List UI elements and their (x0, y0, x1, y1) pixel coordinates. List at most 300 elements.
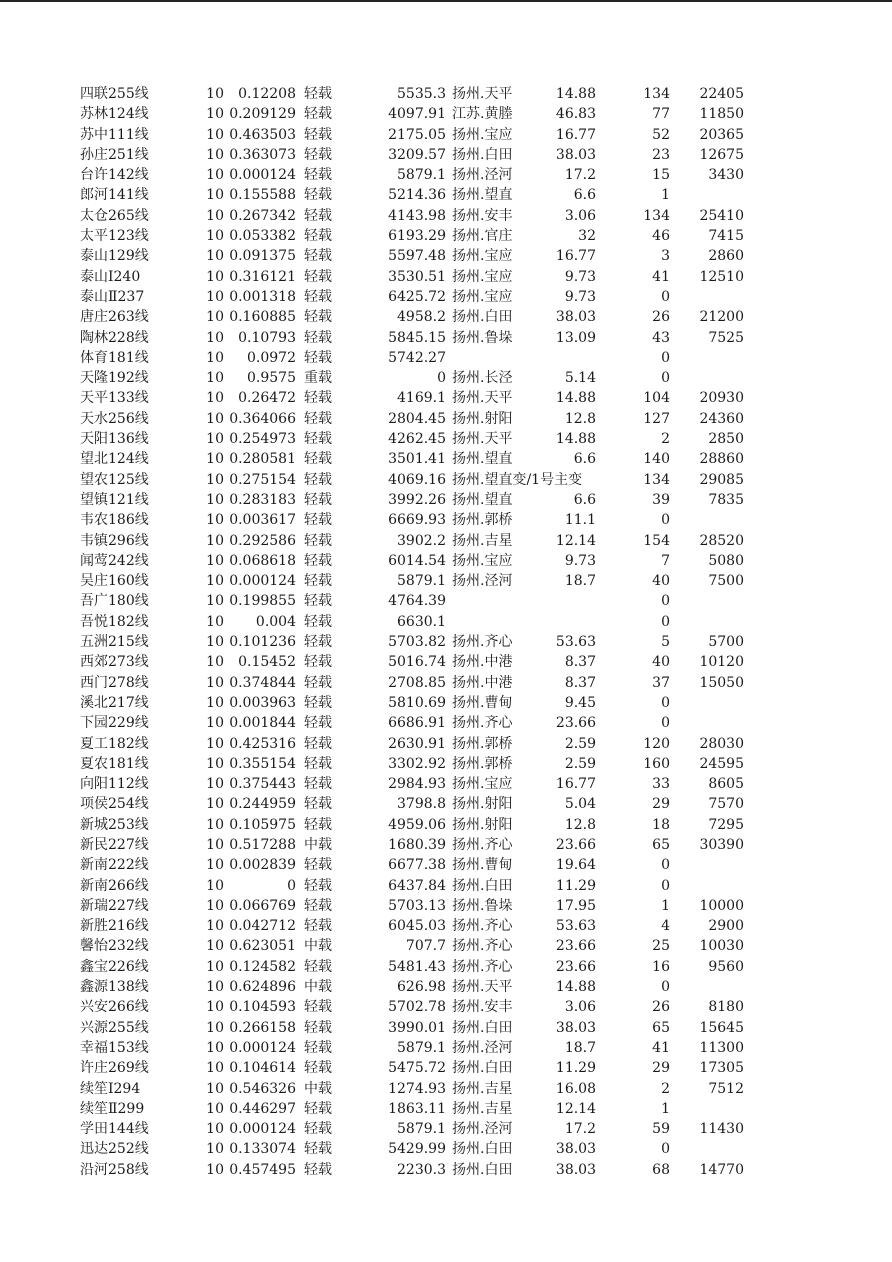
voltage-cell: 10 (206, 126, 224, 143)
line-length-cell: 6.6 (573, 491, 596, 508)
line-name-cell: 向阳112线 (80, 776, 149, 793)
line-length-cell: 13.09 (555, 329, 596, 346)
transformer-capacity-cell: 9560 (708, 958, 744, 975)
line-length-cell: 9.73 (564, 268, 596, 285)
load-rate-cell: 0.209129 (229, 106, 296, 123)
substation-cell: 扬州.白田 (452, 309, 513, 326)
transformer-capacity-cell: 10030 (699, 938, 744, 955)
line-length-cell: 2.59 (564, 755, 596, 772)
capacity-margin-cell: 4262.45 (388, 431, 446, 448)
substation-cell: 扬州.宝应 (452, 248, 513, 265)
substation-cell: 扬州.宝应 (452, 552, 513, 569)
load-rate-cell: 0.254973 (229, 431, 296, 448)
transformer-count-cell: 4 (661, 918, 670, 935)
voltage-cell: 10 (206, 288, 224, 305)
substation-cell: 扬州.齐心 (452, 958, 513, 975)
substation-cell: 扬州.齐心 (452, 634, 513, 651)
load-rate-cell: 0.004 (255, 613, 296, 630)
capacity-margin-cell: 5879.1 (397, 167, 446, 184)
substation-cell: 扬州.白田 (452, 1161, 513, 1178)
load-status-cell: 轻载 (304, 1141, 332, 1158)
load-rate-cell: 0.283183 (229, 491, 296, 508)
table-row (0, 693, 892, 713)
voltage-cell: 10 (206, 634, 224, 651)
line-name-cell: 新瑞227线 (80, 897, 149, 914)
capacity-margin-cell: 0 (437, 370, 446, 387)
load-rate-cell: 0.105975 (229, 816, 296, 833)
table-row (0, 368, 892, 388)
voltage-cell: 10 (206, 410, 224, 427)
voltage-cell: 10 (206, 491, 224, 508)
line-length-cell: 17.2 (564, 1121, 596, 1138)
load-status-cell: 轻载 (304, 857, 332, 874)
transformer-capacity-cell: 7570 (708, 796, 744, 813)
capacity-margin-cell: 6014.54 (388, 552, 446, 569)
load-status-cell: 轻载 (304, 288, 332, 305)
line-length-cell: 12.8 (564, 410, 596, 427)
line-length-cell: 46.83 (555, 106, 596, 123)
table-row (0, 815, 892, 835)
load-status-cell: 中载 (304, 979, 332, 996)
transformer-capacity-cell: 7415 (708, 228, 744, 245)
capacity-margin-cell: 6193.29 (388, 228, 446, 245)
line-name-cell: 兴安266线 (80, 999, 149, 1016)
table-row (0, 328, 892, 348)
load-rate-cell: 0.26472 (238, 390, 296, 407)
line-length-cell: 5.14 (564, 370, 596, 387)
voltage-cell: 10 (206, 370, 224, 387)
load-rate-cell: 0.9575 (247, 370, 296, 387)
transformer-count-cell: 23 (652, 146, 670, 163)
load-rate-cell: 0.000124 (229, 1039, 296, 1056)
substation-cell: 扬州.吉星 (452, 1080, 513, 1097)
load-status-cell: 轻载 (304, 654, 332, 671)
substation-cell: 扬州.天平 (452, 431, 513, 448)
load-status-cell: 轻载 (304, 674, 332, 691)
transformer-capacity-cell: 25410 (699, 207, 744, 224)
line-length-cell: 6.6 (573, 451, 596, 468)
line-name-cell: 沿河258线 (80, 1161, 149, 1178)
load-rate-cell: 0.463503 (229, 126, 296, 143)
voltage-cell: 10 (206, 1100, 224, 1117)
transformer-count-cell: 33 (652, 776, 670, 793)
voltage-cell: 10 (206, 431, 224, 448)
transformer-capacity-cell: 12675 (699, 146, 744, 163)
capacity-margin-cell: 2230.3 (397, 1161, 446, 1178)
substation-cell: 扬州.宝应 (452, 776, 513, 793)
line-name-cell: 夏工182线 (80, 735, 149, 752)
table-row (0, 206, 892, 226)
table-row (0, 591, 892, 611)
load-status-cell: 轻载 (304, 999, 332, 1016)
voltage-cell: 10 (206, 776, 224, 793)
load-status-cell: 轻载 (304, 1019, 332, 1036)
transformer-count-cell: 120 (643, 735, 670, 752)
transformer-capacity-cell: 11850 (699, 106, 744, 123)
substation-cell: 扬州.望直 (452, 491, 513, 508)
line-name-cell: 苏林124线 (80, 106, 149, 123)
load-rate-cell: 0.623051 (229, 938, 296, 955)
line-length-cell: 5.04 (564, 796, 596, 813)
line-length-cell: 12.8 (564, 816, 596, 833)
voltage-cell: 10 (206, 248, 224, 265)
transformer-capacity-cell: 8180 (708, 999, 744, 1016)
transformer-count-cell: 0 (661, 694, 670, 711)
voltage-cell: 10 (206, 999, 224, 1016)
load-status-cell: 轻载 (304, 126, 332, 143)
line-name-cell: 郎河141线 (80, 187, 149, 204)
transformer-count-cell: 0 (661, 512, 670, 529)
capacity-margin-cell: 5535.3 (397, 86, 446, 102)
substation-cell: 扬州.中港 (452, 654, 513, 671)
table-row (0, 409, 892, 429)
capacity-margin-cell: 1680.39 (388, 836, 446, 853)
load-rate-cell: 0.0972 (247, 349, 296, 366)
line-name-cell: 望农125线 (80, 471, 149, 488)
voltage-cell: 10 (206, 816, 224, 833)
table-row (0, 977, 892, 997)
voltage-cell: 10 (206, 715, 224, 732)
transformer-capacity-cell: 28030 (699, 735, 744, 752)
substation-cell: 扬州.鲁垛 (452, 329, 513, 346)
load-status-cell: 中载 (304, 938, 332, 955)
transformer-count-cell: 0 (661, 613, 670, 630)
substation-cell: 扬州.望直变/1号主变 (452, 471, 583, 488)
line-name-cell: 泰山Ⅱ237 (80, 288, 145, 305)
voltage-cell: 10 (206, 1080, 224, 1097)
transformer-count-cell: 160 (643, 755, 670, 772)
load-rate-cell: 0.316121 (229, 268, 296, 285)
voltage-cell: 10 (206, 674, 224, 691)
voltage-cell: 10 (206, 593, 224, 610)
transformer-count-cell: 1 (661, 897, 670, 914)
transformer-count-cell: 25 (652, 938, 670, 955)
load-rate-cell: 0.133074 (229, 1141, 296, 1158)
capacity-margin-cell: 2175.05 (388, 126, 446, 143)
voltage-cell: 10 (206, 552, 224, 569)
table-row (0, 916, 892, 936)
capacity-margin-cell: 6630.1 (397, 613, 446, 630)
transformer-count-cell: 5 (661, 634, 670, 651)
load-status-cell: 轻载 (304, 512, 332, 529)
line-name-cell: 新民227线 (80, 836, 149, 853)
load-status-cell: 轻载 (304, 491, 332, 508)
capacity-margin-cell: 2630.91 (388, 735, 446, 752)
load-rate-cell: 0.10793 (238, 329, 296, 346)
load-status-cell: 轻载 (304, 552, 332, 569)
load-status-cell: 轻载 (304, 471, 332, 488)
line-name-cell: 望镇121线 (80, 491, 149, 508)
transformer-count-cell: 3 (661, 248, 670, 265)
load-status-cell: 轻载 (304, 897, 332, 914)
transformer-capacity-cell: 29085 (699, 471, 744, 488)
transformer-count-cell: 0 (661, 1141, 670, 1158)
table-row (0, 754, 892, 774)
transformer-capacity-cell: 21200 (699, 309, 744, 326)
load-status-cell: 轻载 (304, 268, 332, 285)
substation-cell: 扬州.射阳 (452, 410, 513, 427)
substation-cell: 扬州.白田 (452, 1060, 513, 1077)
substation-cell: 江苏.黄塍 (452, 106, 513, 123)
transformer-count-cell: 7 (661, 552, 670, 569)
capacity-margin-cell: 6045.03 (388, 918, 446, 935)
line-name-cell: 迅达252线 (80, 1141, 149, 1158)
line-name-cell: 太仓265线 (80, 207, 149, 224)
load-status-cell: 中载 (304, 836, 332, 853)
line-name-cell: 泰山Ⅰ240 (80, 268, 141, 285)
substation-cell: 扬州.曹甸 (452, 694, 513, 711)
line-name-cell: 五洲215线 (80, 634, 149, 651)
transformer-count-cell: 41 (652, 1039, 670, 1056)
substation-cell: 扬州.泾河 (452, 573, 513, 590)
capacity-margin-cell: 3530.51 (388, 268, 446, 285)
table-row (0, 348, 892, 368)
load-rate-cell: 0.002839 (229, 857, 296, 874)
line-length-cell: 23.66 (555, 938, 596, 955)
table-row (0, 652, 892, 672)
line-name-cell: 续笙Ⅱ299 (80, 1100, 145, 1117)
table-row (0, 510, 892, 530)
table-row (0, 226, 892, 246)
table-row (0, 1058, 892, 1078)
transformer-count-cell: 40 (652, 573, 670, 590)
transformer-capacity-cell: 7525 (708, 329, 744, 346)
table-row (0, 531, 892, 551)
table-row (0, 84, 892, 104)
transformer-capacity-cell: 22405 (699, 86, 744, 102)
capacity-margin-cell: 5879.1 (397, 1039, 446, 1056)
line-length-cell: 38.03 (555, 146, 596, 163)
capacity-margin-cell: 626.98 (397, 979, 446, 996)
line-name-cell: 馨怡232线 (80, 938, 149, 955)
voltage-cell: 10 (206, 1039, 224, 1056)
line-name-cell: 太平123线 (80, 228, 149, 245)
transformer-capacity-cell: 11430 (699, 1121, 744, 1138)
line-name-cell: 韦农186线 (80, 512, 149, 529)
load-rate-cell: 0.053382 (229, 228, 296, 245)
line-length-cell: 12.14 (555, 532, 596, 549)
load-status-cell: 重载 (304, 370, 332, 387)
line-name-cell: 鑫宝226线 (80, 958, 149, 975)
substation-cell: 扬州.齐心 (452, 918, 513, 935)
table-row (0, 734, 892, 754)
transformer-capacity-cell: 24595 (699, 755, 744, 772)
line-name-cell: 苏中111线 (80, 126, 149, 143)
line-length-cell: 8.37 (564, 674, 596, 691)
substation-cell: 扬州.吉星 (452, 1100, 513, 1117)
table-row (0, 104, 892, 124)
load-status-cell: 轻载 (304, 573, 332, 590)
line-length-cell: 6.6 (573, 187, 596, 204)
load-rate-cell: 0.517288 (229, 836, 296, 853)
capacity-margin-cell: 5016.74 (388, 654, 446, 671)
capacity-margin-cell: 1863.11 (388, 1100, 446, 1117)
transformer-capacity-cell: 8605 (708, 776, 744, 793)
transformer-count-cell: 41 (652, 268, 670, 285)
load-rate-cell: 0.15452 (238, 654, 296, 671)
load-rate-cell: 0.275154 (229, 471, 296, 488)
load-status-cell: 轻载 (304, 248, 332, 265)
table-row (0, 835, 892, 855)
line-length-cell: 14.88 (555, 86, 596, 102)
transformer-capacity-cell: 5080 (708, 552, 744, 569)
capacity-margin-cell: 5702.78 (388, 999, 446, 1016)
load-rate-cell: 0.104593 (229, 999, 296, 1016)
substation-cell: 扬州.宝应 (452, 288, 513, 305)
capacity-margin-cell: 4169.1 (397, 390, 446, 407)
capacity-margin-cell: 5879.1 (397, 573, 446, 590)
capacity-margin-cell: 6425.72 (388, 288, 446, 305)
table-row (0, 1038, 892, 1058)
line-name-cell: 兴源255线 (80, 1019, 149, 1036)
line-name-cell: 天隆192线 (80, 370, 149, 387)
line-length-cell: 23.66 (555, 836, 596, 853)
substation-cell: 扬州.郭桥 (452, 755, 513, 772)
load-rate-cell: 0.425316 (229, 735, 296, 752)
load-status-cell: 轻载 (304, 1100, 332, 1117)
line-length-cell: 9.45 (564, 694, 596, 711)
substation-cell: 扬州.天平 (452, 86, 513, 102)
load-rate-cell: 0.160885 (229, 309, 296, 326)
voltage-cell: 10 (206, 228, 224, 245)
substation-cell: 扬州.齐心 (452, 715, 513, 732)
load-status-cell: 轻载 (304, 228, 332, 245)
line-name-cell: 泰山129线 (80, 248, 149, 265)
capacity-margin-cell: 5742.27 (388, 349, 446, 366)
table-row (0, 246, 892, 266)
line-length-cell: 11.29 (555, 1060, 596, 1077)
transformer-count-cell: 1 (661, 187, 670, 204)
load-status-cell: 轻载 (304, 634, 332, 651)
capacity-margin-cell: 3990.01 (388, 1019, 446, 1036)
table-row (0, 997, 892, 1017)
transformer-count-cell: 0 (661, 877, 670, 894)
table-row (0, 145, 892, 165)
line-length-cell: 9.73 (564, 552, 596, 569)
transformer-capacity-cell: 10000 (699, 897, 744, 914)
transformer-count-cell: 39 (652, 491, 670, 508)
load-rate-cell: 0.000124 (229, 573, 296, 590)
load-status-cell: 轻载 (304, 106, 332, 123)
load-status-cell: 轻载 (304, 877, 332, 894)
load-rate-cell: 0.355154 (229, 755, 296, 772)
load-rate-cell: 0.363073 (229, 146, 296, 163)
table-row (0, 936, 892, 956)
line-name-cell: 孙庄251线 (80, 146, 149, 163)
load-status-cell: 轻载 (304, 735, 332, 752)
transformer-capacity-cell: 10120 (699, 654, 744, 671)
line-name-cell: 吾悦182线 (80, 613, 149, 630)
line-name-cell: 望北124线 (80, 451, 149, 468)
substation-cell: 扬州.长泾 (452, 370, 513, 387)
load-status-cell: 轻载 (304, 958, 332, 975)
capacity-margin-cell: 6437.84 (388, 877, 446, 894)
transformer-capacity-cell: 20930 (699, 390, 744, 407)
voltage-cell: 10 (206, 1060, 224, 1077)
substation-cell: 扬州.吉星 (452, 532, 513, 549)
voltage-cell: 10 (206, 146, 224, 163)
line-length-cell: 3.06 (564, 207, 596, 224)
line-length-cell: 3.06 (564, 999, 596, 1016)
transformer-count-cell: 40 (652, 654, 670, 671)
line-length-cell: 38.03 (555, 1161, 596, 1178)
transformer-count-cell: 0 (661, 857, 670, 874)
capacity-margin-cell: 3209.57 (388, 146, 446, 163)
load-status-cell: 轻载 (304, 187, 332, 204)
substation-cell: 扬州.宝应 (452, 126, 513, 143)
line-length-cell: 16.08 (555, 1080, 596, 1097)
voltage-cell: 10 (206, 1141, 224, 1158)
substation-cell: 扬州.天平 (452, 979, 513, 996)
voltage-cell: 10 (206, 897, 224, 914)
line-length-cell: 2.59 (564, 735, 596, 752)
line-name-cell: 新胜216线 (80, 918, 149, 935)
table-row (0, 1099, 892, 1119)
substation-cell: 扬州.望直 (452, 187, 513, 204)
load-status-cell: 轻载 (304, 918, 332, 935)
voltage-cell: 10 (206, 877, 224, 894)
transformer-capacity-cell: 7500 (708, 573, 744, 590)
load-rate-cell: 0.001844 (229, 715, 296, 732)
line-length-cell: 11.29 (555, 877, 596, 894)
substation-cell: 扬州.安丰 (452, 999, 513, 1016)
load-status-cell: 轻载 (304, 715, 332, 732)
line-length-cell: 32 (578, 228, 596, 245)
voltage-cell: 10 (206, 349, 224, 366)
capacity-margin-cell: 3992.26 (388, 491, 446, 508)
voltage-cell: 10 (206, 735, 224, 752)
load-rate-cell: 0.267342 (229, 207, 296, 224)
table-row (0, 794, 892, 814)
load-rate-cell: 0.374844 (229, 674, 296, 691)
load-rate-cell: 0.199855 (229, 593, 296, 610)
line-length-cell: 12.14 (555, 1100, 596, 1117)
substation-cell: 扬州.曹甸 (452, 857, 513, 874)
table-row (0, 632, 892, 652)
load-status-cell: 轻载 (304, 146, 332, 163)
load-rate-cell: 0 (287, 877, 296, 894)
line-name-cell: 韦镇296线 (80, 532, 149, 549)
voltage-cell: 10 (206, 451, 224, 468)
voltage-cell: 10 (206, 613, 224, 630)
substation-cell: 扬州.白田 (452, 877, 513, 894)
transformer-count-cell: 104 (643, 390, 670, 407)
line-name-cell: 学田144线 (80, 1121, 149, 1138)
transformer-count-cell: 134 (643, 207, 670, 224)
substation-cell: 扬州.望直 (452, 451, 513, 468)
substation-cell: 扬州.泾河 (452, 1039, 513, 1056)
load-status-cell: 轻载 (304, 776, 332, 793)
load-rate-cell: 0.266158 (229, 1019, 296, 1036)
load-rate-cell: 0.000124 (229, 1121, 296, 1138)
capacity-margin-cell: 4069.16 (388, 471, 446, 488)
voltage-cell: 10 (206, 918, 224, 935)
load-rate-cell: 0.280581 (229, 451, 296, 468)
table-row (0, 449, 892, 469)
transformer-capacity-cell: 24360 (699, 410, 744, 427)
voltage-cell: 10 (206, 654, 224, 671)
transformer-capacity-cell: 15050 (699, 674, 744, 691)
table-row (0, 876, 892, 896)
table-row (0, 713, 892, 733)
voltage-cell: 10 (206, 512, 224, 529)
table-row (0, 470, 892, 490)
load-rate-cell: 0.003617 (229, 512, 296, 529)
transformer-count-cell: 154 (643, 532, 670, 549)
substation-cell: 扬州.安丰 (452, 207, 513, 224)
load-status-cell: 轻载 (304, 86, 332, 102)
transformer-count-cell: 59 (652, 1121, 670, 1138)
